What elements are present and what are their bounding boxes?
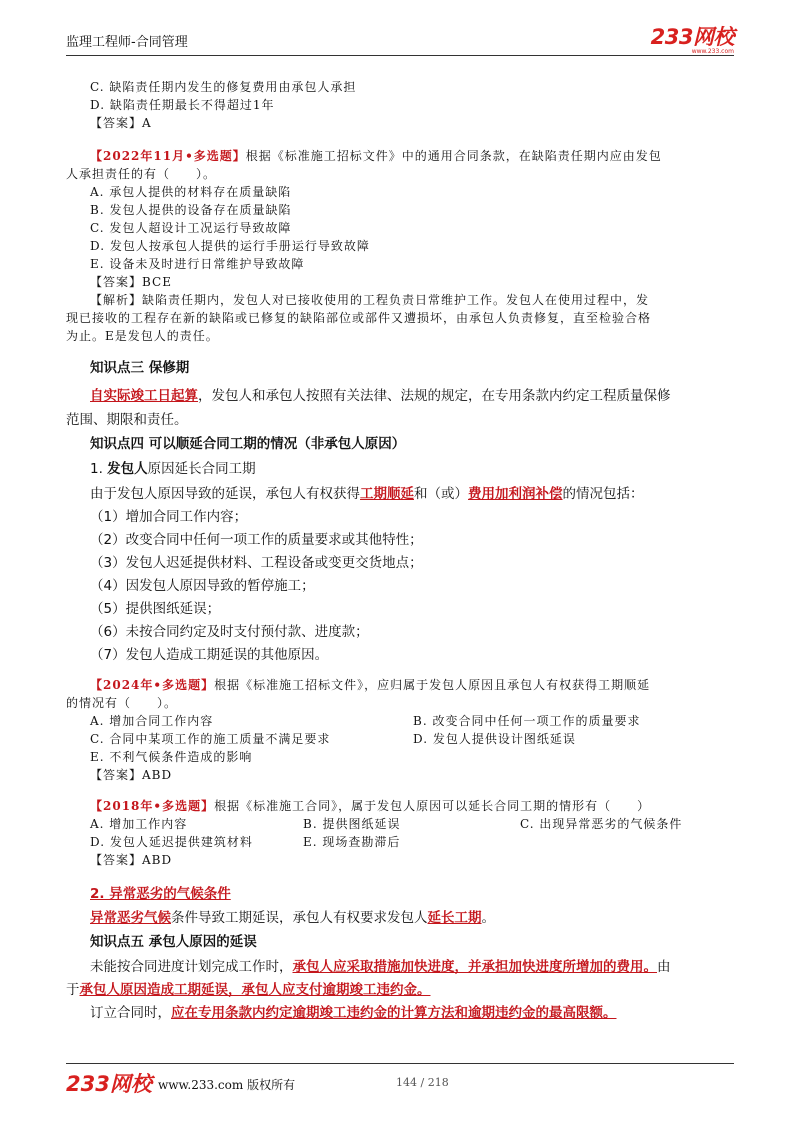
brand-logo: 233网校 www.233.com xyxy=(650,25,734,55)
option-c: C. 合同中某项工作的施工质量不满足要求 xyxy=(90,732,331,746)
question-stem: 【2022年11月•多选题】根据《标准施工招标文件》中的通用合同条款，在缺陷责任期内应由发包 xyxy=(90,149,662,163)
section-title: 知识点五 承包人原因的延误 xyxy=(90,934,257,950)
option-d: D. 发包人延迟提供建筑材料 xyxy=(90,835,253,849)
list-item: （7）发包人造成工期延误的其他原因。 xyxy=(90,647,329,663)
paragraph: 异常恶劣气候条件导致工期延误，承包人有权要求发包人延长工期。 xyxy=(90,910,495,926)
answer: 【答案】BCE xyxy=(90,275,172,289)
explanation: 【解析】缺陷责任期内，发包人对已接收使用的工程负责日常维护工作。发包人在使用过程中，发 xyxy=(90,293,650,307)
explanation-line2: 现已接收的工程存在新的缺陷或已修复的缺陷部位或部件又遭损坏，由承包人负责修复，直至检验合格 xyxy=(66,311,652,325)
answer: 【答案】A xyxy=(90,116,152,130)
option-d: D. 发包人按承包人提供的运行手册运行导致故障 xyxy=(90,239,370,253)
option-c: C. 出现异常恶劣的气候条件 xyxy=(520,817,683,831)
page-number: 144 / 218 xyxy=(396,1076,449,1089)
list-item: （6）未按合同约定及时支付预付款、进度款； xyxy=(90,624,369,640)
footer-logo: 233网校 xyxy=(66,1072,152,1096)
section-title: 知识点四 可以顺延合同工期的情况（非承包人原因） xyxy=(90,436,406,452)
option-d: D. 缺陷责任期最长不得超过1年 xyxy=(90,98,275,112)
list-item: （4）因发包人原因导致的暂停施工； xyxy=(90,578,315,594)
option-b: B. 提供图纸延误 xyxy=(303,817,401,831)
paragraph: 未能按合同进度计划完成工作时，承包人应采取措施加快进度，并承担加快进度所增加的费用。由 xyxy=(90,959,671,975)
option-c: C. 发包人超设计工况运行导致故障 xyxy=(90,221,292,235)
explanation-line3: 为止。E是发包人的责任。 xyxy=(66,329,219,343)
question-stem-line2: 人承担责任的有（ ）。 xyxy=(66,167,217,181)
header-divider xyxy=(66,55,734,56)
question-stem: 【2024年•多选题】根据《标准施工招标文件》，应归属于发包人原因且承包人有权获得工期顺延 xyxy=(90,678,651,692)
question-tag: 【2022年11月•多选题】 xyxy=(90,149,246,163)
list-item: （2）改变合同中任何一项工作的质量要求或其他特性； xyxy=(90,532,423,548)
option-d: D. 发包人提供设计图纸延误 xyxy=(413,732,576,746)
answer: 【答案】ABD xyxy=(90,853,173,867)
paragraph: 订立合同时，应在专用条款内约定逾期竣工违约金的计算方法和逾期违约金的最高限额。 xyxy=(90,1005,617,1021)
option-a: A. 增加合同工作内容 xyxy=(90,714,214,728)
option-c: C. 缺陷责任期内发生的修复费用由承包人承担 xyxy=(90,80,357,94)
subheading: 1. 发包人原因延长合同工期 xyxy=(90,461,256,477)
answer: 【答案】ABD xyxy=(90,768,173,782)
subheading: 2. 异常恶劣的气候条件 xyxy=(90,886,231,902)
list-item: （3）发包人迟延提供材料、工程设备或变更交货地点； xyxy=(90,555,423,571)
question-tag: 【2018年•多选题】 xyxy=(90,799,215,813)
paragraph: 由于发包人原因导致的延误，承包人有权获得工期顺延和（或）费用加利润补偿的情况包括： xyxy=(90,486,644,502)
paragraph: 自实际竣工日起算，发包人和承包人按照有关法律、法规的规定，在专用条款内约定工程质量保修 xyxy=(90,388,671,404)
list-item: （5）提供图纸延误； xyxy=(90,601,221,617)
footer-copyright: www.233.com 版权所有 xyxy=(158,1078,296,1092)
question-stem: 【2018年•多选题】根据《标准施工合同》，属于发包人原因可以延长合同工期的情形有（ ） xyxy=(90,799,651,813)
option-a: A. 增加工作内容 xyxy=(90,817,188,831)
doc-title: 监理工程师-合同管理 xyxy=(66,35,188,50)
question-tag: 【2024年•多选题】 xyxy=(90,678,215,692)
option-b: B. 改变合同中任何一项工作的质量要求 xyxy=(413,714,641,728)
option-e: E. 设备未及时进行日常维护导致故障 xyxy=(90,257,305,271)
paragraph-line2: 范围、期限和责任。 xyxy=(66,412,188,428)
paragraph-line2: 于承包人原因造成工期延误，承包人应支付逾期竣工违约金。 xyxy=(66,982,431,998)
page-header xyxy=(66,25,734,53)
option-e: E. 不利气候条件造成的影响 xyxy=(90,750,253,764)
option-e: E. 现场查勘滞后 xyxy=(303,835,401,849)
question-stem-line2: 的情况有（ ）。 xyxy=(66,696,178,710)
option-b: B. 发包人提供的设备存在质量缺陷 xyxy=(90,203,292,217)
footer-divider xyxy=(66,1063,734,1064)
option-a: A. 承包人提供的材料存在质量缺陷 xyxy=(90,185,292,199)
page-footer xyxy=(66,1068,734,1098)
section-title: 知识点三 保修期 xyxy=(90,360,190,376)
list-item: （1）增加合同工作内容； xyxy=(90,509,248,525)
